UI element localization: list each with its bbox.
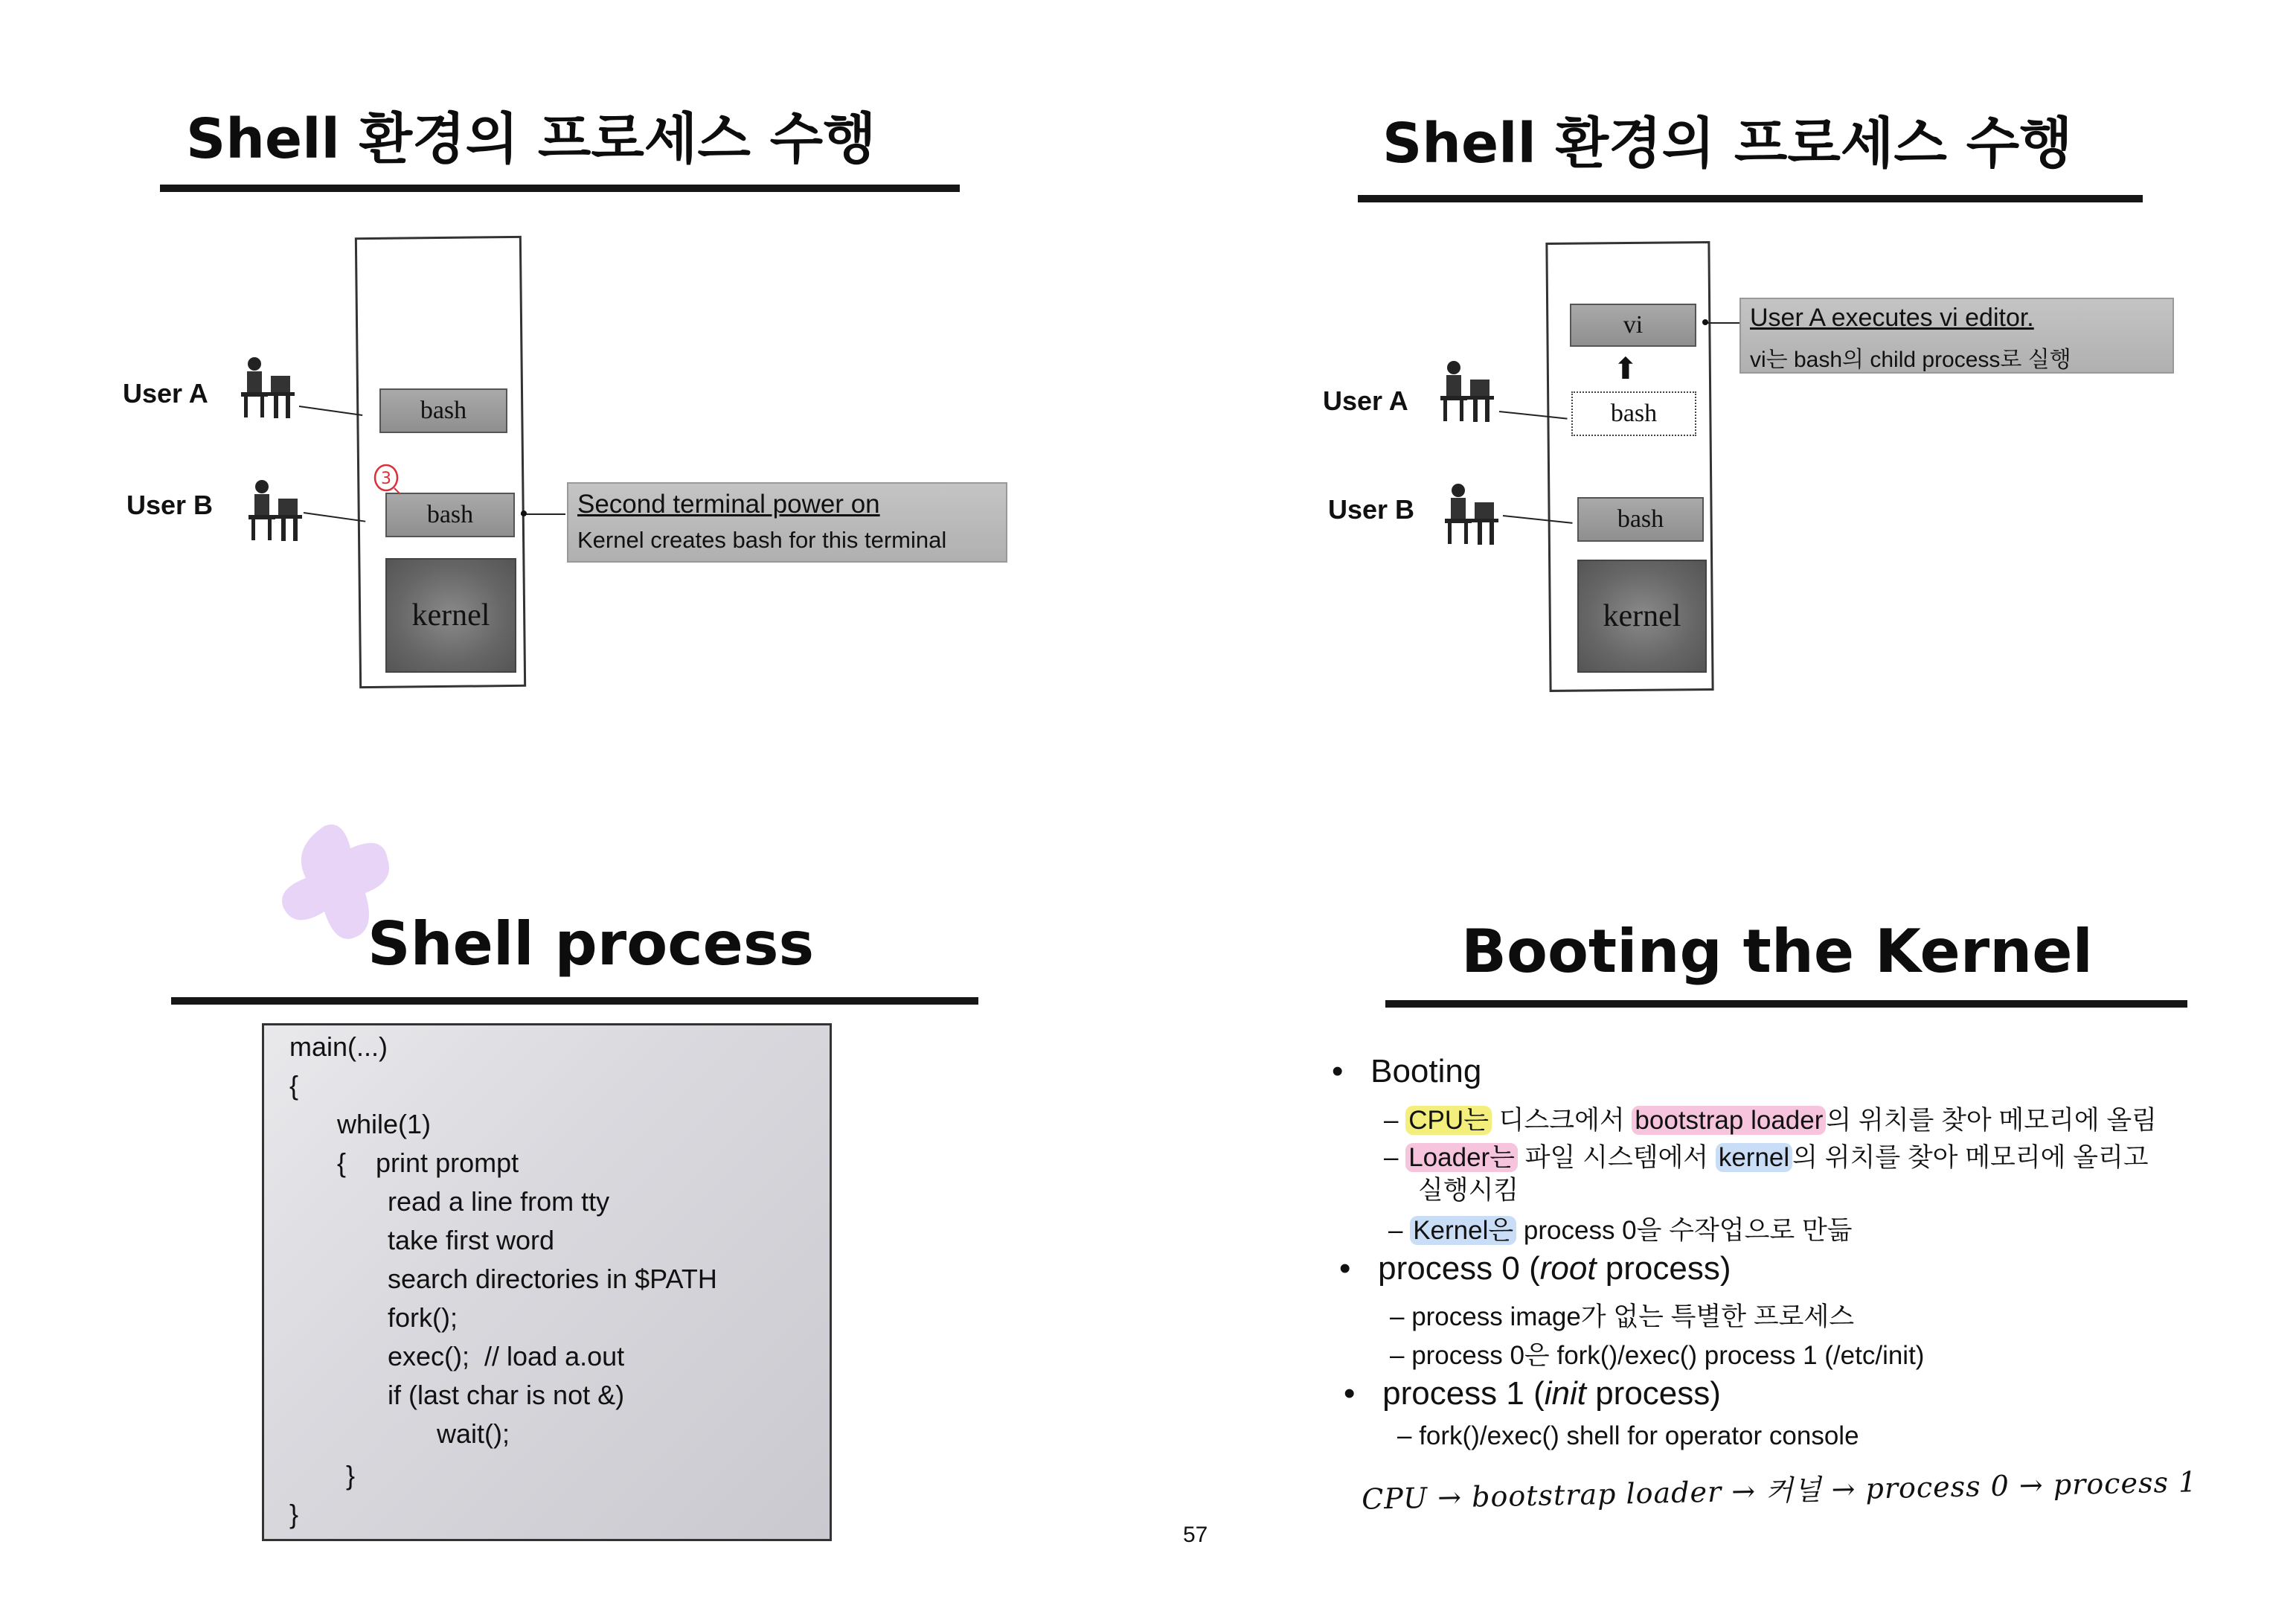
process-bash-a: bash bbox=[379, 388, 507, 433]
code-line: read a line from tty bbox=[388, 1186, 610, 1217]
bullet-process-0: • process 0 (root process) bbox=[1339, 1250, 1731, 1287]
code-line: wait(); bbox=[437, 1418, 510, 1449]
slide-title: Shell process bbox=[368, 909, 815, 979]
bullet-process-1: • process 1 (init process) bbox=[1344, 1375, 1721, 1412]
code-line: fork(); bbox=[388, 1302, 458, 1333]
user-a-label: User A bbox=[123, 378, 208, 409]
bullet-dot: • bbox=[1332, 1053, 1344, 1089]
highlight-kernel: kernel bbox=[1716, 1143, 1792, 1172]
slide-title: Shell 환경의 프로세스 수행 bbox=[186, 107, 876, 171]
code-line: { bbox=[289, 1070, 299, 1101]
highlight-kernel: Kernel은 bbox=[1410, 1216, 1516, 1245]
note-connector bbox=[521, 513, 565, 515]
sub-bullet: – process image가 없는 특별한 프로세스 bbox=[1390, 1302, 1855, 1331]
process-bash-b: bash bbox=[385, 493, 515, 537]
bullet-booting bbox=[1332, 1053, 1481, 1090]
process-bash-a: bash bbox=[1571, 391, 1696, 436]
arrow-up-icon: ⬆ bbox=[1613, 352, 1638, 386]
sub-bullet: – process 0은 fork()/exec() process 1 (/etc/init) bbox=[1390, 1341, 1925, 1370]
sub-bullet: – Kernel은 process 0을 수작업으로 만듦 bbox=[1388, 1216, 1853, 1245]
code-line: if (last char is not &) bbox=[388, 1380, 625, 1410]
code-line: main(...) bbox=[289, 1031, 388, 1062]
kernel-block: kernel bbox=[385, 558, 516, 673]
handwritten-number-annotation bbox=[372, 463, 402, 496]
highlight-cpu: CPU는 bbox=[1405, 1106, 1492, 1135]
user-a-label: User A bbox=[1323, 385, 1408, 416]
highlight-bootstrap-loader: bootstrap loader bbox=[1632, 1106, 1826, 1135]
title-rule bbox=[1358, 195, 2143, 202]
svg-text:3: 3 bbox=[381, 470, 391, 488]
note-connector bbox=[1704, 322, 1741, 324]
slide-title: Shell 환경의 프로세스 수행 bbox=[1382, 112, 2073, 176]
user-b-label: User B bbox=[126, 490, 214, 520]
annotation-note: Second terminal power on Kernel creates bash for this terminal bbox=[567, 482, 1007, 563]
sub-bullet: – fork()/exec() shell for operator console bbox=[1397, 1421, 1859, 1450]
process-bash-b: bash bbox=[1577, 497, 1704, 542]
note-connector-dot bbox=[1702, 319, 1708, 325]
page-number: 57 bbox=[1183, 1523, 1208, 1547]
sub-bullet-continuation: 실행시킴 bbox=[1418, 1176, 1519, 1205]
user-at-computer-icon bbox=[238, 353, 298, 420]
handwritten-note: CPU → bootstrap loader → 커널 → process 0 → process 1 bbox=[1361, 1465, 2198, 1516]
kernel-block: kernel bbox=[1577, 560, 1707, 673]
connector-line bbox=[304, 512, 365, 522]
code-box bbox=[262, 1023, 832, 1541]
user-at-computer-icon bbox=[1437, 357, 1497, 424]
note-connector-dot bbox=[521, 510, 527, 516]
highlight-loader: Loader는 bbox=[1405, 1143, 1518, 1172]
code-line: { print prompt bbox=[337, 1147, 519, 1178]
code-line: while(1) bbox=[337, 1109, 432, 1139]
code-line: search directories in $PATH bbox=[388, 1264, 717, 1294]
user-at-computer-icon bbox=[1442, 480, 1501, 547]
code-line: exec(); // load a.out bbox=[388, 1341, 625, 1371]
title-rule bbox=[171, 997, 978, 1005]
process-vi: vi bbox=[1570, 304, 1696, 347]
title-rule bbox=[1385, 1000, 2187, 1008]
connector-line bbox=[299, 406, 362, 416]
user-b-label: User B bbox=[1328, 494, 1415, 525]
annotation-note: User A executes vi editor. vi는 bash의 child process로 실행 bbox=[1739, 298, 2174, 374]
slide-title: Booting the Kernel bbox=[1461, 917, 2093, 986]
sub-bullet: – Loader는 파일 시스템에서 kernel 의 위치를 찾아 메모리에 올리고 bbox=[1384, 1143, 2149, 1172]
code-line: } bbox=[289, 1499, 299, 1529]
bullet-text: Booting bbox=[1370, 1053, 1482, 1089]
title-rule bbox=[160, 185, 960, 192]
code-line: take first word bbox=[388, 1225, 555, 1255]
sub-bullet: – CPU는 디스크에서 bootstrap loader 의 위치를 찾아 메모리에 올림 bbox=[1384, 1106, 2157, 1135]
code-line: } bbox=[346, 1460, 356, 1491]
user-at-computer-icon bbox=[246, 476, 305, 543]
